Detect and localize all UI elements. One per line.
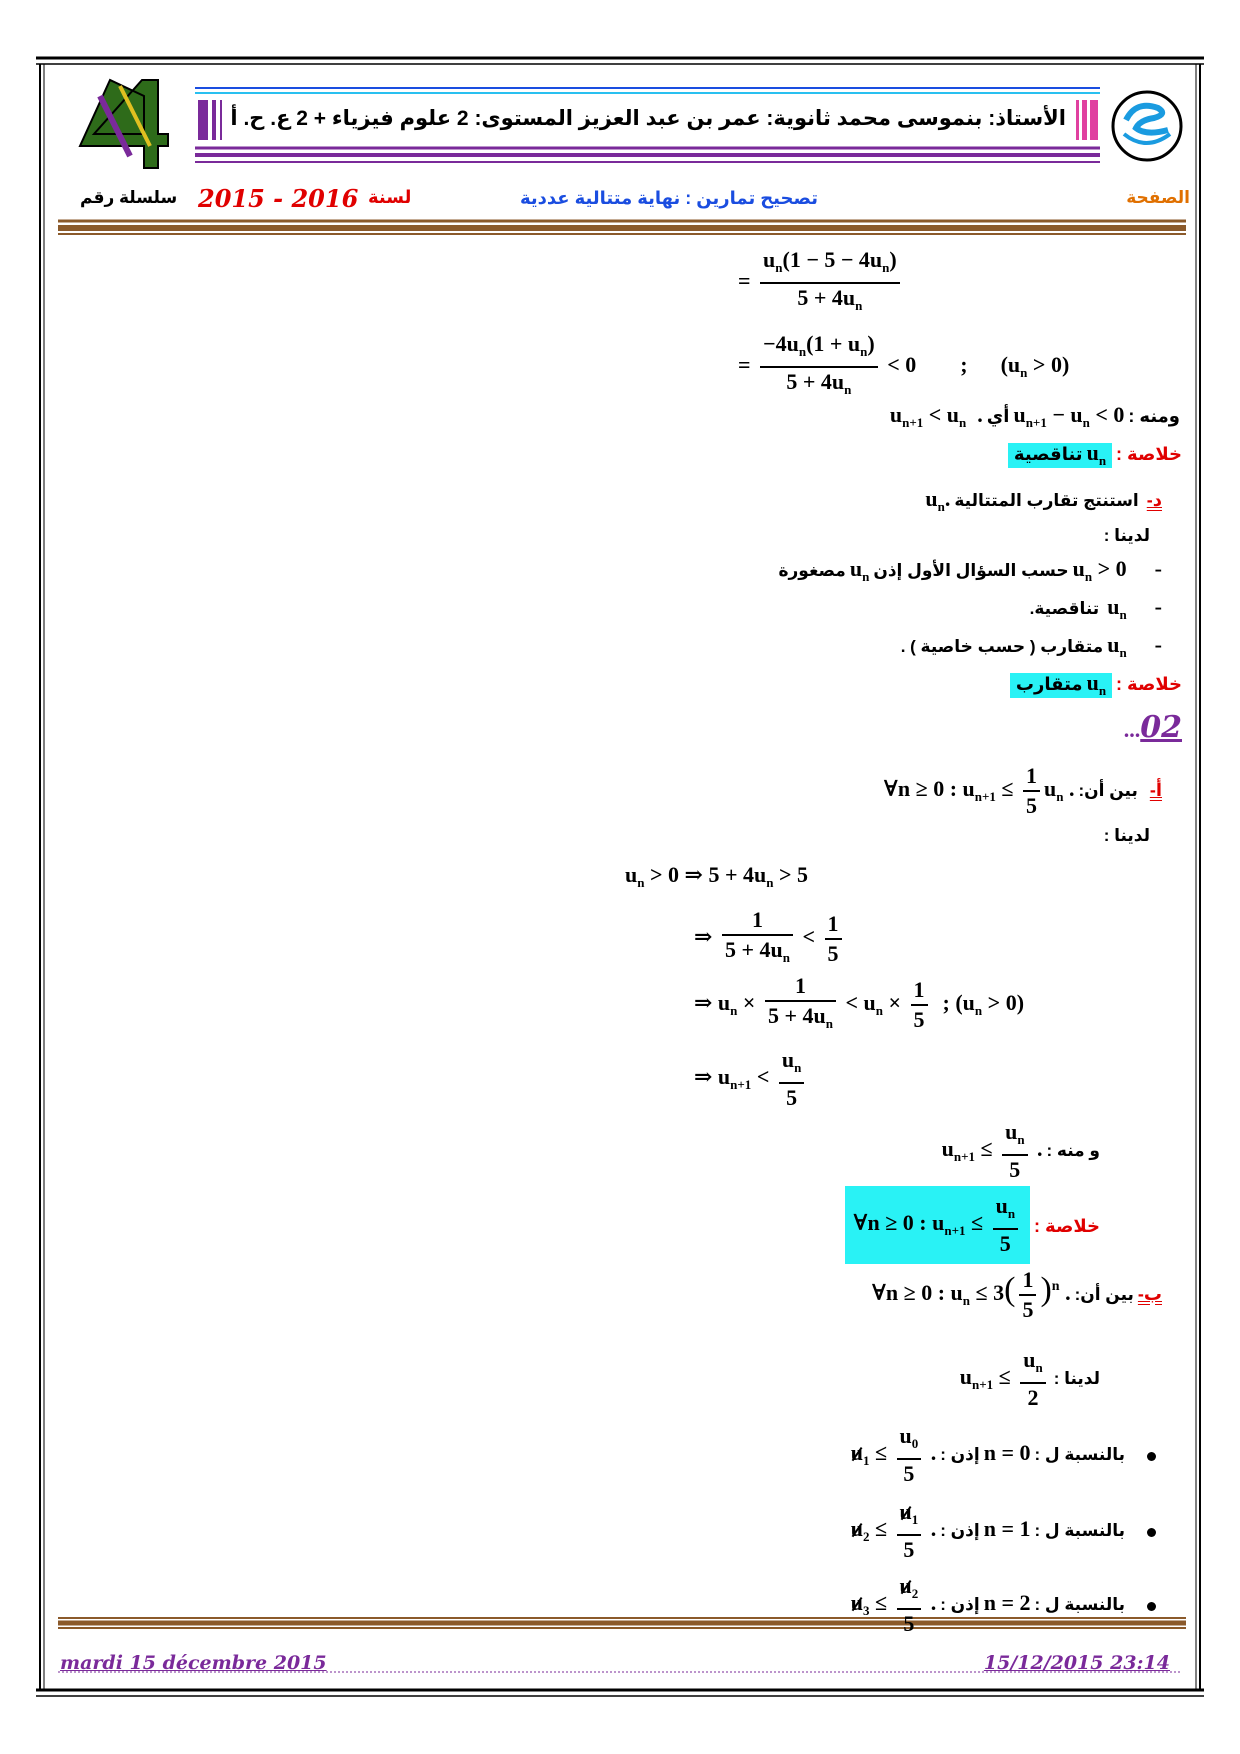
we-have-label: لدينا : [1103,526,1150,545]
list-item: - $u_n$ تناقصية. [1029,594,1162,622]
equation-line-2: = $\frac{-4u_n(1 + u_n)}{5 + 4u_n}$ < 0 ; $(u_n > 0)$ [738,331,1070,397]
question-b: ب- بين أن: ∀n ≥ 0 : $u_n \le 3$( $\frac{1}{5}$ )$^n$ . [871,1267,1162,1322]
conclusion-decreasing: خلاصة : $u_n$ تناقصية [1008,440,1182,469]
derivation-step-1: $u_n > 0$ ⇒ $5 + 4u_n > 5$ [625,862,809,890]
conclusion-convergent: خلاصة : $u_n$ متقارب [1010,670,1182,699]
minhu-label: ومنه : [1128,406,1180,426]
list-item: - $u_n > 0$ حسب السؤال الأول إذن $u_n$ مصغورة [778,556,1162,584]
section-number: ...02 [1123,710,1182,745]
question-d: د- استنتج تقارب المتتالية $u_n$. [925,486,1162,514]
we-have-label-2: لدينا : [1103,826,1150,845]
header-title: الأستاذ: بنموسى محمد ثانوية: عمر بن عبد العزيز المستوى: 2 علوم فيزياء + 2 ع. ح. أ [230,107,1066,130]
subject-title: تصحيح تمارين : نهاية متتالية عددية [520,188,818,208]
derivation-step-2: ⇒ $\frac{1}{5 + 4u_n}$ < $\frac{1}{5}$ [694,906,846,972]
list-item: بالنسبة ل : n = 0 إذن : $u_1$ ≤ $\frac{u_0}{5}$ . [851,1422,1156,1488]
derivation-step-4: ⇒ $u_{n+1}$ < $\frac{u_n}{5}$ [694,1046,808,1112]
list-item: بالنسبة ل : n = 1 إذن : $u_2$ ≤ $\frac{u_1}{5}$ . [851,1498,1156,1564]
number-four-logo-icon [70,76,170,172]
list-item: - $u_n$ متقارب ( حسب خاصية ) . [900,632,1162,660]
equation-line-1: = $\frac{u_n(1 - 5 - 4u_n)}{5 + 4u_n}$ [738,246,904,320]
school-logo-icon [1106,88,1188,164]
footer-date-right: 15/12/2015 23:14 [983,1652,1170,1674]
header-bar [196,98,1100,142]
footer-date-left: mardi 15 décembre 2015 [60,1652,327,1674]
derivation-step-3: ⇒ $u_n$ × $\frac{1}{5 + 4u_n}$ < $u_n$ × $\frac{1}{5}$ ; $(u_n > 0)$ [694,973,1025,1032]
series-label: سلسلة رقم [80,188,178,207]
therefore-line: ومنه : $u_{n+1} - u_n < 0$ أي $u_{n+1} < u_n$ . [889,402,1180,430]
therefore-line-2: و منه : $u_{n+1}$ ≤ $\frac{u_n}{5}$ . [941,1119,1100,1182]
question-a: أ- بين أن: ∀n ≥ 0 : $u_{n+1}$ ≤ $\frac{1}{5}$ $u_n$ . [883,763,1162,818]
we-have-line: لدينا : $u_{n+1}$ ≤ $\frac{u_n}{2}$ [959,1347,1100,1410]
year-label: لسنة [368,187,412,207]
list-item: بالنسبة ل : n = 2 إذن : $u_3$ ≤ $\frac{u_2}{5}$ . [851,1572,1156,1638]
year-value: 2015 - 2016 [198,184,359,213]
conclusion-inequality: خلاصة : ∀n ≥ 0 : $u_{n+1}$ ≤ $\frac{u_n}{5}$ [845,1186,1100,1264]
page-label: الصفحة [1126,188,1190,207]
